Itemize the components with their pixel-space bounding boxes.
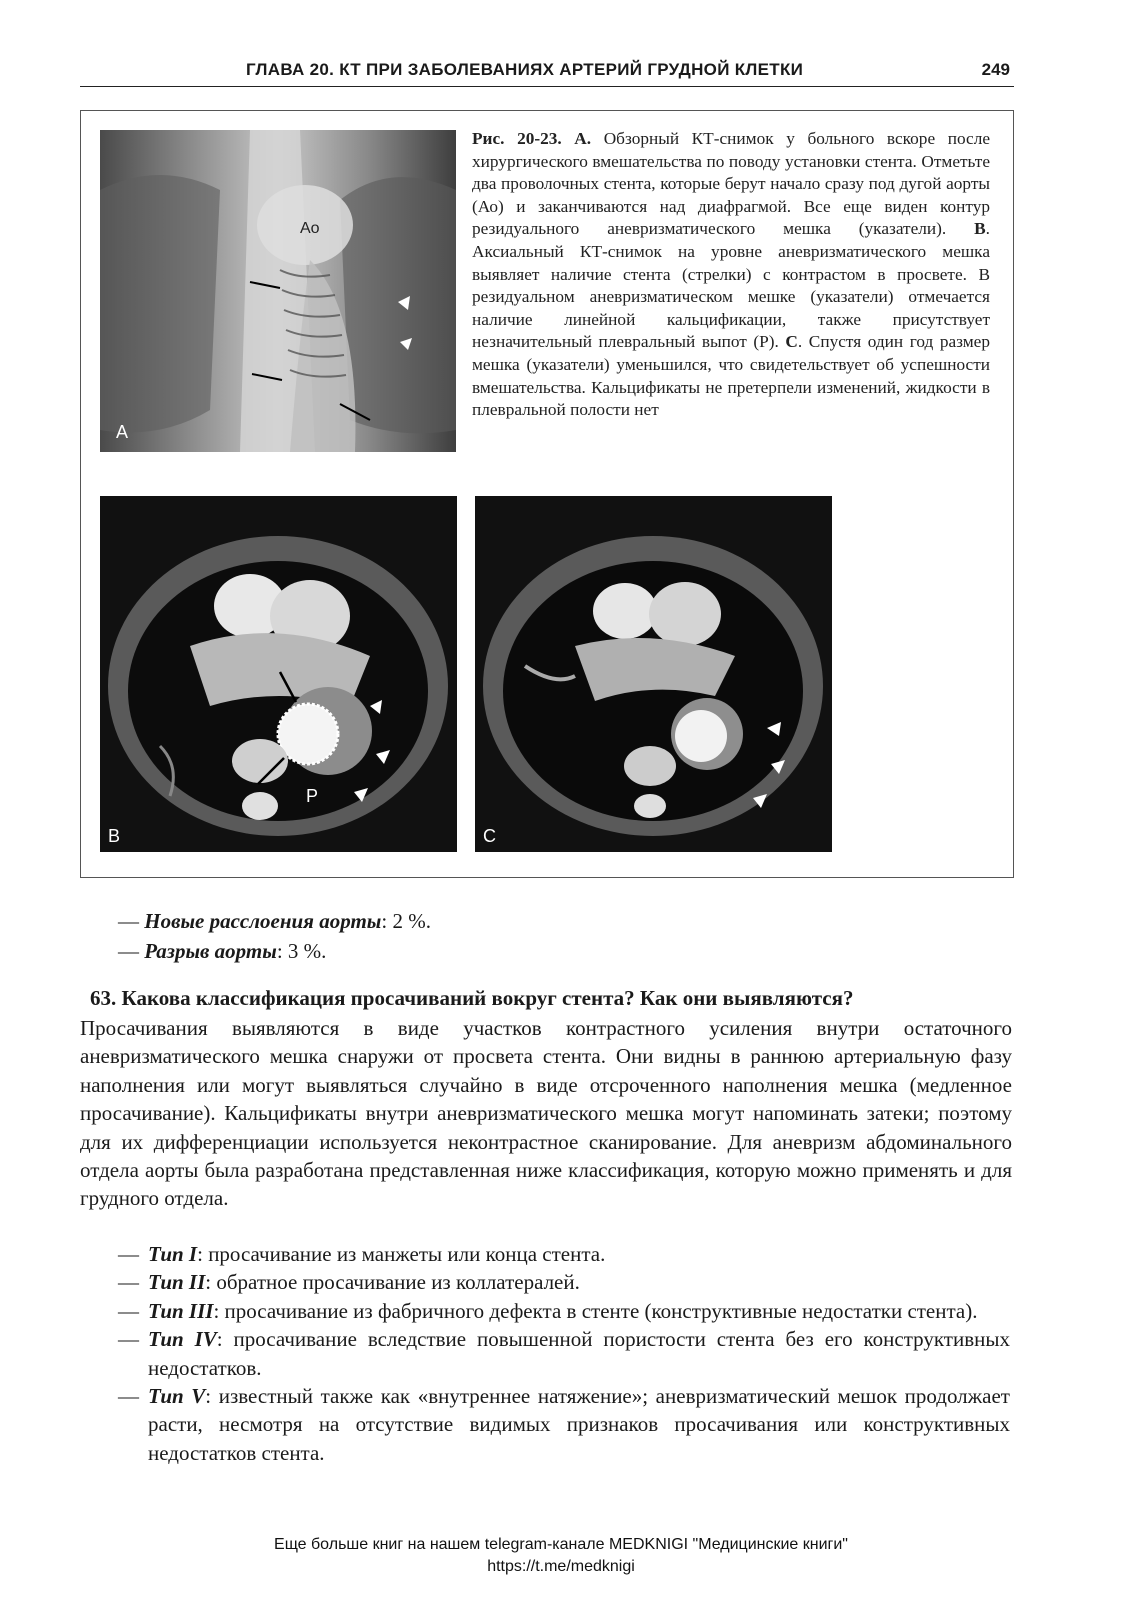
list-item: — Тип I: просачивание из манжеты или конца стента. [118,1242,606,1266]
panel-a-label: A [116,422,129,442]
stat-item: — Новые расслоения аорты: 2 %. [118,909,431,933]
figure-panel-b [100,496,457,852]
figure-panel-c [475,496,832,852]
list-item: — Тип II: обратное просачивание из коллатералей. [118,1270,580,1295]
stat-item: — Разрыв аорты: 3 %. [118,939,327,963]
list-item: — Тип V: известный также как «внутреннее натяжение»; аневризматический мешок продолжает расти, несмотря на отсутствие видимых признаков просачивания или конструктивных недостатков стента. [118,1384,1010,1465]
list-item: — Тип IV: просачивание вследствие повышенной пористости стента без его конструктивных недостатков. [118,1327,1010,1380]
panel-c-label: C [483,826,496,846]
caption-ref: Рис. 20-23. А. [472,129,592,148]
aorta-label: Ao [300,220,320,237]
figure-panel-a [100,130,456,452]
question-heading: 63. Какова классификация просачиваний вокруг стента? Как они выявляются? [90,986,854,1010]
endoleak-types-list [118,1240,1010,1467]
pleural-effusion-label: P [306,786,319,806]
page-number: 249 [981,60,1010,79]
figure-caption: Рис. 20-23. А. Обзорный КТ-снимок у больного вскоре после хирургического вмешательства по поводу установки стента. Отметьте два проволочных стента, которые берут начало сразу под дугой аорты (Ао) и заканчиваются над диафрагмой. Все еще виден контур резидуального аневризматического мешка (указатели). B. Аксиальный КТ-снимок на уровне аневризматического мешка выявляет наличие стента (стрелки) с контрастом в просвете. В резидуальном аневризматическом мешке (указатели) отмечается наличие линейной кальцификации, также присутствует незначительный плевральный выпот (Р). С. Спустя один год размер мешка (указатели) уменьшился, что свидетельствует об успешности вмешательства. Кальцификаты не претерпели изменений, жидкости в плевральной полости нет [472,129,990,420]
panel-b-label: B [108,826,121,846]
running-header [80,56,1014,87]
footer-promo: Еще больше книг на нашем telegram-канале MEDKNIGI "Медицинские книги" [274,1536,848,1553]
body-paragraph: Просачивания выявляются в виде участков контрастного усиления внутри остаточного аневризматического мешка снаружи от просвета стента. Они видны в раннюю артериальную фазу наполнения или могут выявляться случайно в виде отсроченного наполнения мешка (медленное просачивание). Кальцификаты внутри аневризматического мешка могут напоминать затеки; поэтому для их дифференциации используется неконтрастное сканирование. Для аневризм абдоминального отдела аорты была разработана представленная ниже классификация, которую можно применять и для грудного отдела. [80,1016,1012,1211]
complication-stats [118,906,431,966]
chapter-title: ГЛАВА 20. КТ ПРИ ЗАБОЛЕВАНИЯХ АРТЕРИЙ ГРУДНОЙ КЛЕТКИ [246,60,804,79]
footer-link[interactable]: https://t.me/medknigi [487,1558,635,1575]
list-item: — Тип III: просачивание из фабричного дефекта в стенте (конструктивные недостатки стента). [118,1298,978,1323]
